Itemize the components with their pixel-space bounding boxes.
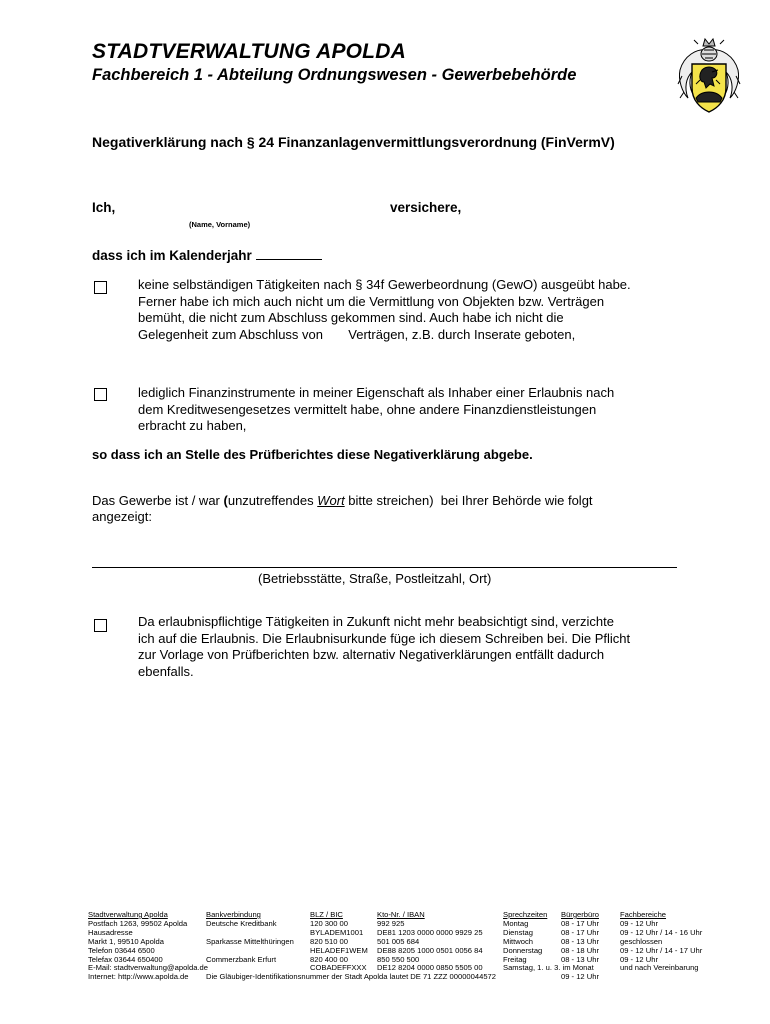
footer-col-hours: Sprechzeiten Montag Dienstag Mittwoch Donnerstag Freitag Samstag, 1. u. 3. im Monat (503, 910, 594, 973)
kalenderjahr-label: dass ich im Kalenderjahr (92, 247, 322, 263)
gewerbe-line2: angezeigt: (92, 509, 152, 524)
option2-text: lediglich Finanzinstrumente in meiner Eigenschaft als Inhaber einer Erlaubnis nach dem Kreditwesengesetzes vermittelt habe, ohne andere Finanzdienstleistungen erbracht zu haben, (138, 385, 615, 433)
footer-col-address: Stadtverwaltung Apolda Postfach 1263, 99502 Apolda Hausadresse Markt 1, 99510 Apolda Telefon 03644 6500 Telefax 03644 650400 E-Mail: stadtverwaltung@apolda.de Internet: http://www.apolda.de (88, 910, 208, 982)
footer-col-fachbereiche: Fachbereiche 09 - 12 Uhr 09 - 12 Uhr / 14 - 16 Uhr geschlossen 09 - 12 Uhr / 14 - 17 Uhr 09 - 12 Uhr und nach Vereinbarung (620, 910, 703, 973)
footer-col-buergerbuero: Bürgerbüro 08 - 17 Uhr 08 - 17 Uhr 08 - 13 Uhr 08 - 18 Uhr 08 - 13 Uhr 09 - 12 Uhr (561, 910, 599, 982)
footer-col-bank: Bankverbindung Deutsche Kreditbank Sparkasse Mittelthüringen Commerzbank Erfurt Die Gläubiger-Identifikationsnummer der Stadt Apolda lautet DE 71 ZZZ 00000044572 (206, 910, 496, 982)
footer-col-bic: BLZ / BIC 120 300 00 BYLADEM1001 820 510 00 HELADEF1WEM 820 400 00 COBADEFFXXX (310, 910, 368, 973)
option2-checkbox[interactable] (94, 388, 107, 401)
gewerbe-text: Das Gewerbe ist / war (unzutreffendes Wort bitte streichen) bei Ihrer Behörde wie folgt (92, 493, 593, 508)
coat-of-arms-icon (676, 36, 742, 116)
kalenderjahr-blank[interactable] (256, 247, 322, 260)
versichere-label: versichere, (390, 200, 462, 215)
option3-checkbox[interactable] (94, 619, 107, 632)
conclusion: so dass ich an Stelle des Prüfberichtes diese Negativerklärung abgebe. (92, 447, 533, 462)
name-hint: (Name, Vorname) (189, 220, 251, 229)
address-caption: (Betriebsstätte, Straße, Postleitzahl, Ort) (258, 571, 492, 586)
org-title: STADTVERWALTUNG APOLDA (92, 40, 406, 63)
ich-label: Ich, (92, 200, 116, 215)
department-title: Fachbereich 1 - Abteilung Ordnungswesen - Gewerbebehörde (92, 66, 577, 84)
footer-col-iban: Kto-Nr. / IBAN 992 925 DE81 1203 0000 0000 9929 25 501 005 684 DE88 8205 1000 0501 0056 84 850 550 500 DE12 8204 0000 0850 5505 00 (377, 910, 483, 973)
option3-text: Da erlaubnispflichtige Tätigkeiten in Zukunft nicht mehr beabsichtigt sind, verzichte ich auf die Erlaubnis. Die Erlaubnisurkunde füge ich diesem Schreiben bei. Die Pflicht zur Vorlage von Prüfberichten bzw. alternativ Negativerklärungen entfällt dadurch ebenfalls. (138, 614, 631, 679)
document-title: Negativerklärung nach § 24 Finanzanlagenvermittlungsverordnung (FinVermV) (92, 134, 615, 150)
option1-checkbox[interactable] (94, 281, 107, 294)
option1-text: keine selbständigen Tätigkeiten nach § 34f Gewerbeordnung (GewO) ausgeübt habe. Ferner habe ich mich auch nicht um die Vermittlung von Objekten bzw. Verträgen bemüht, die nicht zum Abschluss gekommen sind. Auch habe ich nicht die Gelegenheit zum Abschluss von Verträgen, z.B. durch Inserate geboten, (138, 277, 631, 342)
address-line[interactable] (92, 567, 677, 568)
